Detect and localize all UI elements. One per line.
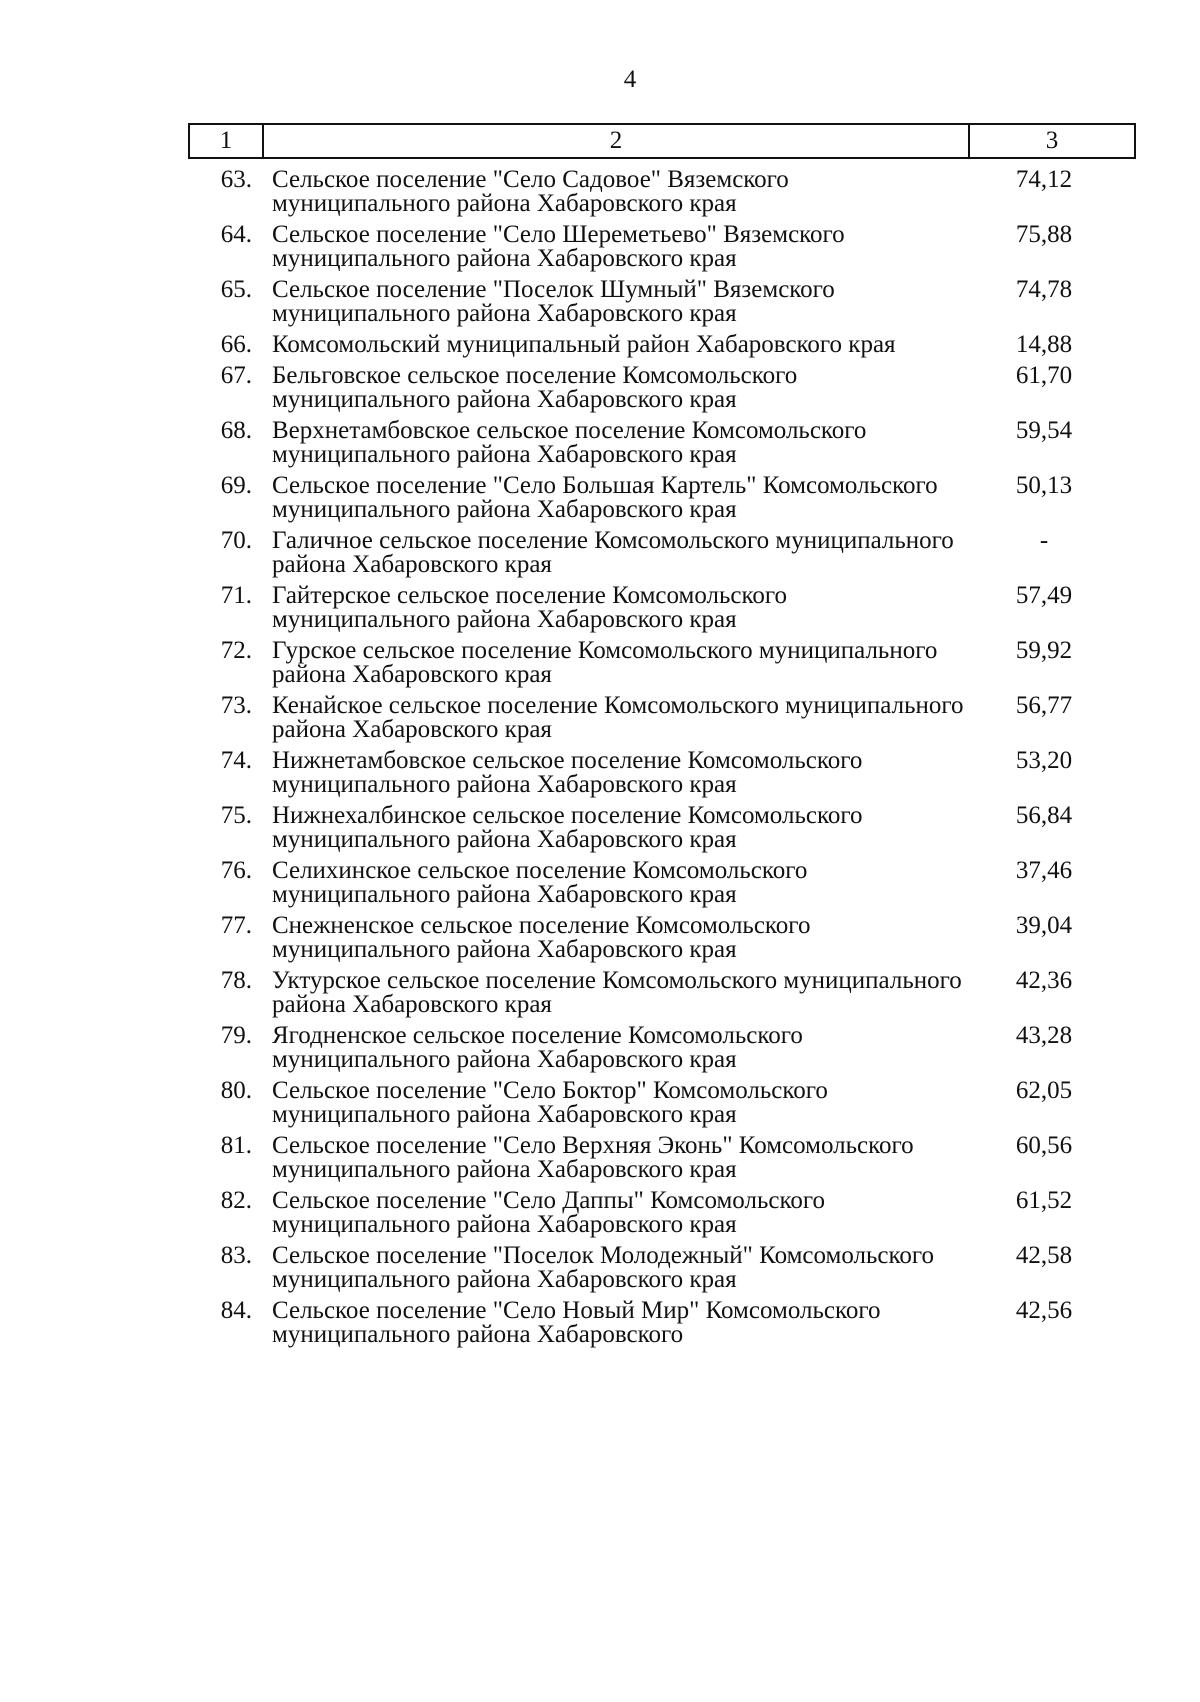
table-row [188, 1299, 1136, 1347]
row-settlement-name: Уктурское сельское поселение Комсомольского муниципального района Хабаровского края [272, 967, 962, 1018]
row-number: 81. [220, 1132, 252, 1159]
row-settlement-name: Сельское поселение "Село Новый Мир" Комсомольского муниципального района Хабаровского [272, 1297, 881, 1348]
row-value: 37,46 [1015, 857, 1073, 884]
row-number: 64. [220, 221, 252, 248]
row-value: 75,88 [1015, 221, 1073, 248]
row-settlement-name: Сельское поселение "Село Боктор" Комсомольского муниципального района Хабаровского края [272, 1077, 828, 1128]
row-settlement-name: Кенайское сельское поселение Комсомольского муниципального района Хабаровского края [272, 692, 964, 743]
row-value: 61,52 [1015, 1187, 1073, 1214]
table-row [188, 804, 1136, 852]
table-row [188, 419, 1136, 467]
row-settlement-name: Нижнехалбинское сельское поселение Комсомольского муниципального района Хабаровского края [272, 802, 863, 853]
row-value: 62,05 [1015, 1077, 1073, 1104]
row-value: 59,54 [1015, 417, 1073, 444]
table-row [188, 749, 1136, 797]
table-header [188, 123, 1136, 159]
row-settlement-name: Сельское поселение "Село Садовое" Вяземского муниципального района Хабаровского края [272, 166, 789, 217]
row-value: 61,70 [1015, 362, 1073, 389]
row-settlement-name: Сельское поселение "Село Верхняя Эконь" Комсомольского муниципального района Хабаровского края [272, 1132, 914, 1183]
row-value: 43,28 [1015, 1022, 1073, 1049]
table-row [188, 1244, 1136, 1292]
table-row [188, 969, 1136, 1017]
row-number: 83. [220, 1242, 252, 1269]
header-col-1: 1 [190, 125, 264, 157]
row-settlement-name: Снежненское сельское поселение Комсомольского муниципального района Хабаровского края [272, 912, 811, 963]
row-number: 75. [220, 802, 252, 829]
table-row [188, 168, 1136, 216]
table-row [188, 859, 1136, 907]
row-number: 84. [220, 1297, 252, 1324]
row-settlement-name: Бельговское сельское поселение Комсомольского муниципального района Хабаровского края [272, 362, 798, 413]
row-settlement-name: Нижнетамбовское сельское поселение Комсомольского муниципального района Хабаровского края [272, 747, 863, 798]
row-number: 73. [220, 692, 252, 719]
table-row [188, 1024, 1136, 1072]
row-settlement-name: Галичное сельское поселение Комсомольского муниципального района Хабаровского края [272, 527, 954, 578]
row-settlement-name: Сельское поселение "Поселок Молодежный" Комсомольского муниципального района Хабаровского края [272, 1242, 934, 1293]
table-row [188, 364, 1136, 412]
row-settlement-name: Сельское поселение "Поселок Шумный" Вяземского муниципального района Хабаровского края [272, 276, 835, 327]
row-value: 74,12 [1015, 166, 1073, 193]
row-number: 77. [220, 912, 252, 939]
row-number: 78. [220, 967, 252, 994]
row-number: 74. [220, 747, 252, 774]
row-number: 69. [220, 472, 252, 499]
row-number: 68. [220, 417, 252, 444]
row-number: 82. [220, 1187, 252, 1214]
row-value: 56,77 [1015, 692, 1073, 719]
row-value: 42,36 [1015, 967, 1073, 994]
row-value: 74,78 [1015, 276, 1073, 303]
table-body [188, 168, 1136, 1354]
row-value: 42,58 [1015, 1242, 1073, 1269]
table-row [188, 333, 1136, 357]
row-settlement-name: Ягодненское сельское поселение Комсомольского муниципального района Хабаровского края [272, 1022, 803, 1073]
row-value: 56,84 [1015, 802, 1073, 829]
row-value: - [1039, 527, 1049, 554]
row-number: 65. [220, 276, 252, 303]
table-row [188, 529, 1136, 577]
row-settlement-name: Сельское поселение "Село Шереметьево" Вяземского муниципального района Хабаровского края [272, 221, 845, 272]
row-value: 53,20 [1015, 747, 1073, 774]
table-row [188, 278, 1136, 326]
row-number: 70. [220, 527, 252, 554]
table-row [188, 474, 1136, 522]
page-number: 4 [623, 66, 637, 93]
row-number: 71. [220, 582, 252, 609]
row-number: 66. [220, 331, 252, 358]
row-settlement-name: Гайтерское сельское поселение Комсомольского муниципального района Хабаровского края [272, 582, 787, 633]
row-settlement-name: Сельское поселение "Село Даппы" Комсомольского муниципального района Хабаровского края [272, 1187, 825, 1238]
row-settlement-name: Сельское поселение "Село Большая Картель" Комсомольского муниципального района Хабаровского края [272, 472, 938, 523]
table-row [188, 584, 1136, 632]
header-col-2: 2 [264, 125, 970, 157]
row-settlement-name: Комсомольский муниципальный район Хабаровского края [272, 331, 896, 358]
row-settlement-name: Гурское сельское поселение Комсомольского муниципального района Хабаровского края [272, 637, 938, 688]
table-row [188, 1079, 1136, 1127]
row-value: 50,13 [1015, 472, 1073, 499]
row-value: 60,56 [1015, 1132, 1073, 1159]
row-number: 72. [220, 637, 252, 664]
table-row [188, 914, 1136, 962]
row-number: 80. [220, 1077, 252, 1104]
row-value: 39,04 [1015, 912, 1073, 939]
table-row [188, 1189, 1136, 1237]
row-settlement-name: Селихинское сельское поселение Комсомольского муниципального района Хабаровского края [272, 857, 808, 908]
header-col-3: 3 [1045, 127, 1059, 154]
row-value: 57,49 [1015, 582, 1073, 609]
row-number: 67. [220, 362, 252, 389]
table-row [188, 694, 1136, 742]
table-row [188, 223, 1136, 271]
row-number: 79. [220, 1022, 252, 1049]
table-row [188, 1134, 1136, 1182]
row-settlement-name: Верхнетамбовское сельское поселение Комсомольского муниципального района Хабаровского края [272, 417, 867, 468]
row-value: 14,88 [1015, 331, 1073, 358]
row-value: 59,92 [1015, 637, 1073, 664]
table-row [188, 639, 1136, 687]
row-value: 42,56 [1015, 1297, 1073, 1324]
row-number: 76. [220, 857, 252, 884]
row-number: 63. [220, 166, 252, 193]
